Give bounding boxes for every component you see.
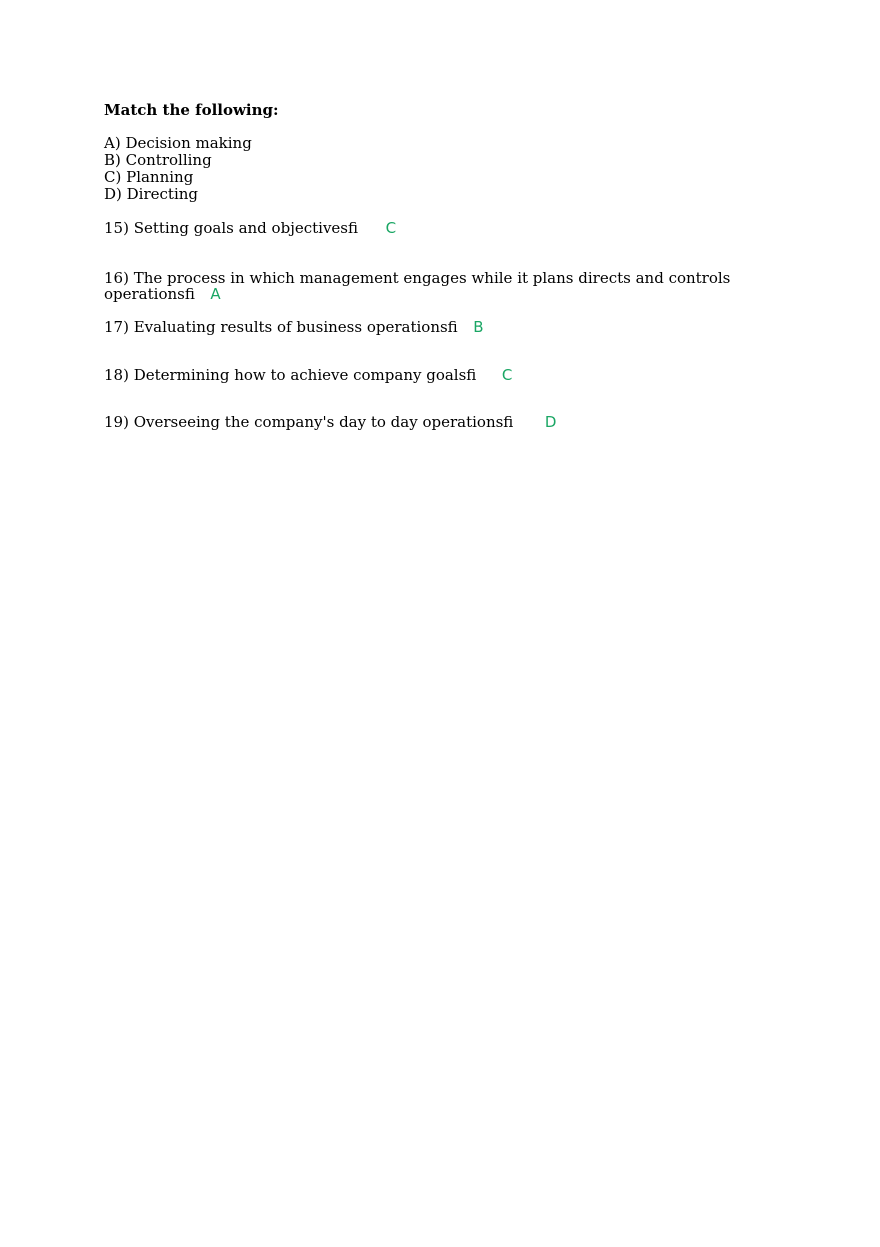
question-16-text: 16) The process in which management engages while it plans directs and controls operationsﬁ [104, 269, 731, 303]
question-16-answer: A [210, 285, 221, 303]
question-17-text: 17) Evaluating results of business operationsﬁ [104, 318, 458, 336]
question-17-answer: B [473, 318, 484, 336]
option-d: D) Directing [104, 185, 199, 203]
question-17 [104, 319, 744, 335]
question-18-answer: C [501, 366, 513, 384]
option-b: B) Controlling [104, 151, 212, 169]
option-c: C) Planning [104, 168, 194, 186]
heading: Match the following: [104, 101, 279, 119]
document-page [104, 100, 744, 430]
option-list [104, 135, 744, 203]
question-19 [104, 414, 744, 430]
question-15-answer: C [385, 219, 397, 237]
question-16 [104, 270, 744, 302]
question-15 [104, 220, 744, 236]
question-18 [104, 367, 744, 383]
question-18-text: 18) Determining how to achieve company goalsﬁ [104, 366, 477, 384]
question-19-text: 19) Overseeing the company's day to day operationsﬁ [104, 413, 514, 431]
question-15-text: 15) Setting goals and objectivesﬁ [104, 219, 358, 237]
question-19-answer: D [544, 413, 557, 431]
option-a: A) Decision making [104, 134, 252, 152]
